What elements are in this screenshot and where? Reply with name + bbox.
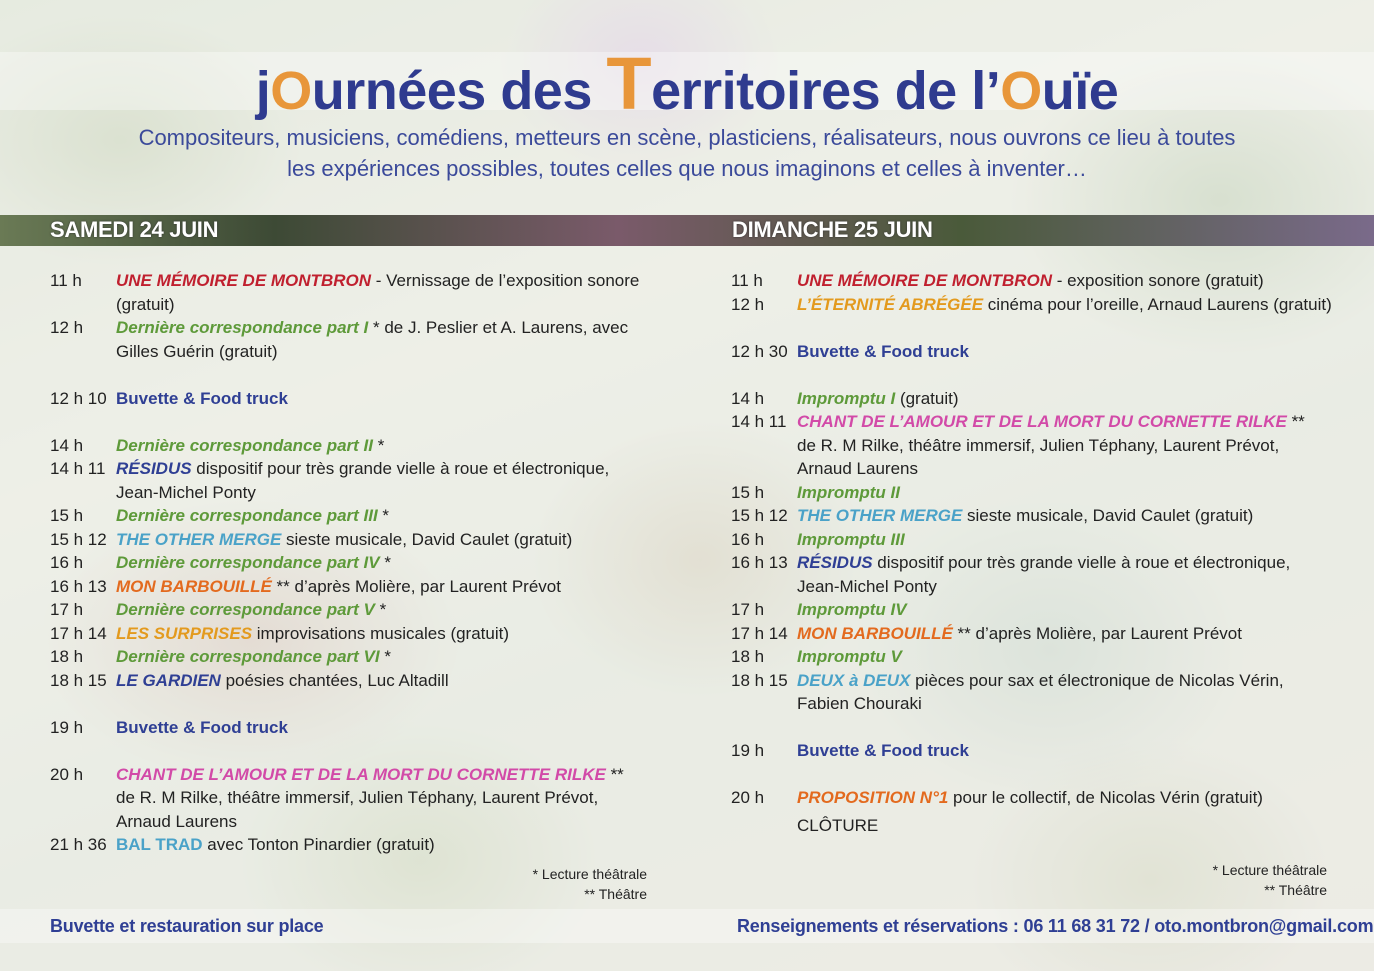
- program-item: [50, 645, 639, 669]
- item-title: Dernière correspondance part I: [116, 318, 369, 337]
- item-time: 17 h 14: [731, 623, 788, 643]
- item-time: 19 h: [50, 717, 84, 737]
- item-time: 11 h: [50, 271, 82, 290]
- program-item: [731, 504, 1332, 528]
- item-title: Impromptu III: [797, 529, 905, 549]
- footer-contact: Renseignements et réservations : 06 11 68 31 72 / oto.montbron@gmail.com: [737, 916, 1374, 936]
- program-item: [731, 269, 1332, 293]
- item-title: Buvette & Food truck: [797, 741, 969, 760]
- program-item: [50, 269, 639, 316]
- item-title: CHANT DE L’AMOUR ET DE LA MORT DU CORNETTE RILKE: [116, 764, 606, 784]
- program-item: [731, 645, 1332, 669]
- item-time: 14 h: [50, 435, 84, 455]
- item-details: de R. M Rilke, théâtre immersif, Julien Téphany, Laurent Prévot,: [797, 435, 1280, 455]
- legend-line: ** Théâtre: [584, 886, 647, 902]
- item-title: Impromptu IV: [797, 600, 907, 619]
- item-details: cinéma pour l’oreille, Arnaud Laurens (gratuit): [983, 294, 1332, 314]
- title-part: j: [255, 61, 271, 121]
- item-title: MON BARBOUILLÉ: [797, 623, 953, 643]
- legend-line: * Lecture théâtrale: [532, 866, 647, 882]
- item-time: 16 h 13: [50, 576, 107, 596]
- item-details: ** d’après Molière, par Laurent Prévot: [271, 576, 561, 596]
- item-details: Arnaud Laurens: [116, 811, 237, 831]
- program-item: [731, 622, 1332, 646]
- item-title: UNE MÉMOIRE DE MONTBRON: [797, 271, 1052, 290]
- program-item: [50, 833, 639, 857]
- item-time: 16 h 13: [731, 553, 788, 572]
- item-title: Buvette & Food truck: [797, 341, 969, 361]
- item-details: Jean-Michel Ponty: [797, 576, 937, 596]
- item-title: Dernière correspondance part II: [116, 435, 373, 455]
- item-time: 15 h: [50, 506, 84, 525]
- item-title: RÉSIDUS: [797, 553, 873, 572]
- program-item: [50, 504, 639, 528]
- item-details: * de J. Peslier et A. Laurens, avec: [368, 318, 629, 337]
- sunday-title: DIMANCHE 25 JUIN: [732, 217, 933, 242]
- item-title: Buvette & Food truck: [116, 717, 288, 737]
- item-time: 21 h 36: [50, 835, 107, 854]
- item-title: LE GARDIEN: [116, 670, 221, 690]
- title-part: urnées des: [311, 61, 607, 121]
- item-title: Dernière correspondance part VI: [116, 647, 380, 666]
- item-details: dispositif pour très grande vielle à roue et électronique,: [191, 459, 610, 478]
- item-title: Dernière correspondance part V: [116, 600, 375, 619]
- item-title: LES SURPRISES: [116, 623, 253, 643]
- item-title: THE OTHER MERGE: [116, 529, 282, 549]
- program-item: [731, 387, 1332, 411]
- item-details: Jean-Michel Ponty: [116, 482, 256, 502]
- item-details: **: [1286, 412, 1305, 431]
- intro-text: [0, 122, 1374, 184]
- item-title: BAL TRAD: [116, 835, 203, 854]
- program-item: [50, 598, 639, 622]
- page-title: [0, 42, 1374, 125]
- item-details: **: [605, 764, 624, 784]
- item-details: pour le collectif, de Nicolas Vérin (gratuit): [948, 788, 1263, 807]
- item-details: Gilles Guérin (gratuit): [116, 341, 278, 361]
- title-part-accent: O: [1000, 61, 1042, 121]
- saturday-program: [50, 269, 639, 857]
- item-time: 20 h: [50, 764, 84, 784]
- item-title: Impromptu I: [797, 388, 896, 408]
- item-time: 15 h: [731, 482, 765, 502]
- program-item: [731, 410, 1332, 481]
- item-details: CLÔTURE: [797, 815, 879, 835]
- item-details: sieste musicale, David Caulet (gratuit): [281, 529, 573, 549]
- item-details: improvisations musicales (gratuit): [252, 623, 510, 643]
- program-item: [731, 786, 1332, 842]
- item-details: pièces pour sax et électronique de Nicolas Vérin,: [910, 670, 1284, 690]
- item-title: THE OTHER MERGE: [797, 506, 963, 525]
- sunday-program: [731, 269, 1332, 842]
- item-time: 15 h 12: [50, 529, 107, 549]
- program-item: [50, 316, 639, 363]
- item-time: 18 h: [50, 647, 84, 666]
- item-details: - exposition sonore (gratuit): [1052, 271, 1264, 290]
- program-item: [731, 528, 1332, 552]
- program-item: [50, 457, 639, 504]
- item-details: (gratuit): [895, 388, 959, 408]
- title-part: uïe: [1041, 61, 1119, 121]
- item-details: Arnaud Laurens: [797, 459, 918, 478]
- item-time: 18 h 15: [50, 670, 107, 690]
- item-time: 16 h: [50, 553, 84, 572]
- item-time: 11 h: [731, 271, 763, 290]
- item-details: de R. M Rilke, théâtre immersif, Julien Téphany, Laurent Prévot,: [116, 788, 599, 807]
- item-details: *: [377, 506, 390, 525]
- program-item: [731, 669, 1332, 716]
- program-item: [50, 551, 639, 575]
- title-part-accent: T: [606, 42, 652, 125]
- program-item: [50, 575, 639, 599]
- item-details: *: [379, 647, 391, 666]
- item-details: (gratuit): [116, 294, 175, 314]
- item-title: Impromptu II: [797, 482, 900, 502]
- item-details: *: [372, 435, 385, 455]
- legend-line: * Lecture théâtrale: [1212, 862, 1327, 878]
- saturday-title: SAMEDI 24 JUIN: [50, 217, 219, 242]
- item-time: 17 h: [731, 600, 765, 619]
- item-title: L’ÉTERNITÉ ABRÉGÉE: [797, 294, 984, 314]
- item-details: *: [379, 553, 391, 572]
- program-item: [731, 551, 1332, 598]
- item-details: dispositif pour très grande vielle à roue et électronique,: [872, 553, 1291, 572]
- intro-line: Compositeurs, musiciens, comédiens, metteurs en scène, plasticiens, réalisateurs, nous ouvrons ce lieu à toutes: [138, 125, 1236, 150]
- item-details: *: [374, 600, 387, 619]
- program-item: [50, 669, 639, 693]
- program-item: [50, 763, 639, 834]
- program-item: [731, 481, 1332, 505]
- item-time: 12 h 30: [731, 341, 788, 361]
- program-item: [731, 340, 1332, 364]
- item-time: 14 h: [731, 388, 765, 408]
- item-title: Dernière correspondance part III: [116, 506, 378, 525]
- item-title: MON BARBOUILLÉ: [116, 576, 272, 596]
- item-title: Impromptu V: [797, 647, 902, 666]
- sunday-legend: [1127, 860, 1327, 900]
- item-time: 17 h 14: [50, 623, 107, 643]
- program-item: [50, 387, 639, 411]
- item-time: 12 h: [731, 294, 765, 314]
- item-time: 17 h: [50, 600, 84, 619]
- item-details: avec Tonton Pinardier (gratuit): [202, 835, 435, 854]
- item-time: 19 h: [731, 741, 765, 760]
- program-item: [731, 293, 1332, 317]
- program-item: [731, 598, 1332, 622]
- item-time: 18 h: [731, 647, 765, 666]
- item-title: Dernière correspondance part IV: [116, 553, 380, 572]
- program-item: [731, 739, 1332, 763]
- intro-line: les expériences possibles, toutes celles que nous imaginons et celles à inventer…: [287, 156, 1087, 181]
- item-details: poésies chantées, Luc Altadill: [220, 670, 449, 690]
- item-title: DEUX à DEUX: [797, 670, 911, 690]
- item-time: 20 h: [731, 788, 765, 807]
- legend-line: ** Théâtre: [1264, 882, 1327, 898]
- item-details: - Vernissage de l’exposition sonore: [371, 271, 640, 290]
- item-title: RÉSIDUS: [116, 459, 192, 478]
- item-time: 14 h 11: [731, 412, 787, 431]
- program-item: [50, 622, 639, 646]
- item-details: sieste musicale, David Caulet (gratuit): [962, 506, 1254, 525]
- item-details: ** d’après Molière, par Laurent Prévot: [952, 623, 1242, 643]
- item-time: 14 h 11: [50, 459, 106, 478]
- item-time: 16 h: [731, 529, 765, 549]
- program-item: [50, 434, 639, 458]
- item-title: PROPOSITION N°1: [797, 788, 949, 807]
- item-details: Fabien Chouraki: [797, 694, 922, 713]
- program-item: [50, 716, 639, 740]
- item-time: 12 h: [50, 318, 84, 337]
- item-title: UNE MÉMOIRE DE MONTBRON: [116, 271, 371, 290]
- title-part: erritoires de l’: [651, 61, 1001, 121]
- item-title: CHANT DE L’AMOUR ET DE LA MORT DU CORNETTE RILKE: [797, 412, 1287, 431]
- item-time: 18 h 15: [731, 670, 788, 690]
- item-title: Buvette & Food truck: [116, 388, 288, 408]
- item-time: 15 h 12: [731, 506, 788, 525]
- saturday-legend: [447, 864, 647, 904]
- item-time: 12 h 10: [50, 388, 107, 408]
- program-item: [50, 528, 639, 552]
- title-part-accent: O: [270, 61, 312, 121]
- footer-left: Buvette et restauration sur place: [50, 916, 324, 936]
